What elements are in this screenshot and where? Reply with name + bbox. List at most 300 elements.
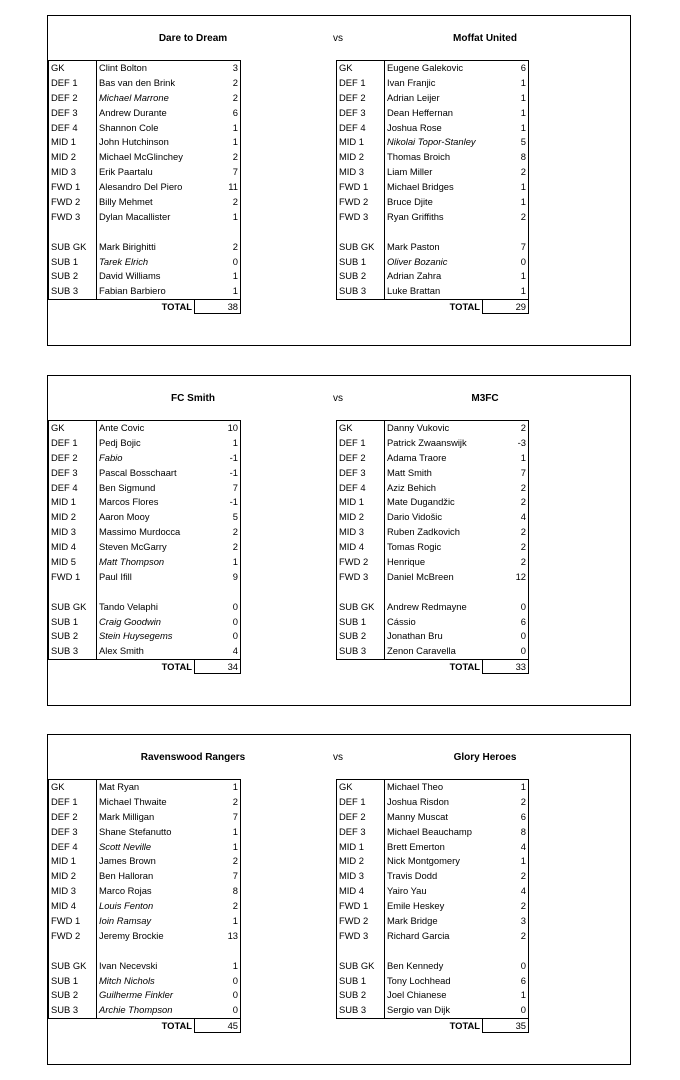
player-points: 0	[232, 989, 238, 1001]
player-position: DEF 1	[339, 76, 366, 88]
player-position: MID 2	[51, 151, 77, 163]
player-row	[49, 284, 240, 299]
total-label: TOTAL	[449, 661, 480, 673]
player-row	[337, 135, 528, 150]
player-name: Matt Thompson	[96, 555, 199, 570]
player-name: Craig Goodwin	[96, 615, 199, 630]
lineup-table	[48, 420, 241, 660]
player-position: MID 2	[339, 151, 365, 163]
player-points: 12	[515, 570, 526, 582]
player-points: 1	[232, 121, 238, 133]
player-position: GK	[339, 62, 353, 73]
player-name: Michael McGlinchey	[96, 150, 199, 165]
player-row	[337, 988, 528, 1003]
home-team-sheet	[48, 60, 241, 315]
player-row	[49, 106, 240, 121]
player-name: Joel Chianese	[384, 988, 487, 1003]
player-name: Michael Thwaite	[96, 795, 199, 810]
player-points: 9	[232, 570, 238, 582]
player-name: Emile Heskey	[384, 899, 487, 914]
player-points: 1	[232, 959, 238, 971]
player-position: FWD 1	[339, 900, 369, 912]
player-row	[337, 1003, 528, 1018]
total-value: 29	[482, 300, 529, 314]
player-position: FWD 3	[339, 929, 369, 941]
player-points: 0	[520, 600, 526, 612]
player-points: 0	[232, 1004, 238, 1016]
player-position: DEF 3	[339, 825, 366, 837]
player-points: 6	[520, 810, 526, 822]
player-name: Mitch Nichols	[96, 974, 199, 989]
player-position: MID 3	[51, 526, 77, 538]
player-row	[49, 165, 240, 180]
player-position: SUB GK	[51, 240, 87, 252]
player-name: Patrick Zwaanswijk	[384, 436, 487, 451]
player-row	[337, 210, 528, 225]
player-position: SUB 3	[51, 1004, 79, 1016]
player-row	[337, 795, 528, 810]
player-name: Aaron Mooy	[96, 510, 199, 525]
player-row	[49, 510, 240, 525]
player-name: Dario Vidošic	[384, 510, 487, 525]
player-row	[49, 914, 240, 929]
player-row	[337, 525, 528, 540]
player-name: Dean Heffernan	[384, 106, 487, 121]
player-points: 0	[520, 255, 526, 267]
lineup-table	[336, 60, 529, 300]
player-row	[49, 974, 240, 989]
total-value: 34	[194, 660, 241, 674]
player-position: DEF 1	[51, 436, 78, 448]
spacer-cell	[96, 585, 199, 600]
total-row	[336, 660, 529, 675]
player-points: 2	[232, 795, 238, 807]
player-points: 2	[520, 422, 526, 433]
player-points: 1	[232, 136, 238, 148]
player-row	[49, 466, 240, 481]
player-position: SUB 1	[339, 974, 367, 986]
player-position: FWD 2	[339, 556, 369, 568]
vs-label: vs	[333, 393, 343, 404]
player-points: 1	[232, 556, 238, 568]
home-team-name: FC Smith	[171, 393, 215, 404]
player-points: 1	[232, 915, 238, 927]
player-name: Henrique	[384, 555, 487, 570]
total-value: 45	[194, 1019, 241, 1033]
player-name: Louis Fenton	[96, 899, 199, 914]
player-row	[49, 76, 240, 91]
player-position: FWD 3	[339, 210, 369, 222]
player-name: Ruben Zadkovich	[384, 525, 487, 540]
player-points: 1	[232, 210, 238, 222]
player-points: 5	[520, 136, 526, 148]
player-points: 3	[520, 915, 526, 927]
player-position: MID 1	[339, 496, 365, 508]
player-name: Andrew Redmayne	[384, 600, 487, 615]
player-points: 1	[520, 121, 526, 133]
player-points: 2	[520, 929, 526, 941]
player-points: 5	[232, 511, 238, 523]
player-name: Jonathan Bru	[384, 629, 487, 644]
player-points: 11	[228, 181, 238, 193]
player-points: 3	[232, 62, 238, 73]
player-points: 2	[232, 900, 238, 912]
player-name: Danny Vukovic	[384, 421, 487, 436]
player-name: Liam Miller	[384, 165, 487, 180]
player-row	[337, 780, 528, 795]
player-points: 13	[227, 929, 238, 941]
player-name: Daniel McBreen	[384, 570, 487, 585]
player-row	[337, 959, 528, 974]
player-name: Nikolai Topor-Stanley	[384, 135, 487, 150]
player-position: DEF 2	[51, 810, 78, 822]
player-position: SUB GK	[339, 959, 375, 971]
player-position: DEF 1	[51, 76, 78, 88]
player-row	[49, 436, 240, 451]
player-points: 7	[520, 240, 526, 252]
away-team-name: Moffat United	[453, 33, 517, 44]
player-name: Mark Milligan	[96, 810, 199, 825]
player-points: 1	[520, 270, 526, 282]
player-row	[49, 195, 240, 210]
player-name: Mark Birighitti	[96, 240, 199, 255]
player-points: 0	[232, 974, 238, 986]
total-value: 33	[482, 660, 529, 674]
player-points: 2	[232, 541, 238, 553]
player-position: GK	[51, 62, 65, 73]
player-points: 0	[520, 630, 526, 642]
player-position: GK	[339, 781, 353, 792]
player-name: Pedj Bojic	[96, 436, 199, 451]
player-points: 0	[232, 630, 238, 642]
player-row	[337, 899, 528, 914]
bench-spacer	[337, 225, 528, 240]
player-position: DEF 4	[339, 121, 366, 133]
player-position: FWD 2	[339, 196, 369, 208]
player-points: -3	[517, 436, 526, 448]
player-position: DEF 4	[51, 840, 78, 852]
player-points: 6	[520, 62, 526, 73]
player-name: Michael Bridges	[384, 180, 487, 195]
player-name: Tarek Elrich	[96, 255, 199, 270]
player-row	[337, 121, 528, 136]
player-position: DEF 2	[51, 451, 78, 463]
player-row	[49, 525, 240, 540]
player-position: MID 4	[339, 541, 365, 553]
player-name: Massimo Murdocca	[96, 525, 199, 540]
player-row	[337, 825, 528, 840]
player-name: Pascal Bosschaart	[96, 466, 199, 481]
total-value: 38	[194, 300, 241, 314]
player-row	[337, 466, 528, 481]
away-team-sheet	[336, 60, 529, 315]
player-position: GK	[51, 781, 65, 792]
player-points: 6	[520, 974, 526, 986]
player-points: 2	[520, 481, 526, 493]
player-position: MID 1	[339, 840, 365, 852]
player-points: 2	[520, 541, 526, 553]
player-position: MID 3	[339, 166, 365, 178]
player-row	[337, 540, 528, 555]
player-row	[337, 421, 528, 436]
player-position: SUB GK	[51, 959, 87, 971]
player-row	[49, 929, 240, 944]
player-points: 7	[232, 870, 238, 882]
player-position: FWD 3	[339, 570, 369, 582]
player-row	[49, 180, 240, 195]
player-position: MID 1	[51, 496, 77, 508]
lineup-table	[336, 779, 529, 1019]
player-position: DEF 1	[51, 795, 78, 807]
player-name: Andrew Durante	[96, 106, 199, 121]
total-label: TOTAL	[449, 1020, 480, 1032]
vs-label: vs	[333, 752, 343, 763]
player-points: 1	[520, 781, 526, 792]
player-position: SUB 3	[51, 285, 79, 297]
player-points: 8	[520, 825, 526, 837]
bench-spacer	[49, 585, 240, 600]
home-team-sheet	[48, 779, 241, 1034]
player-position: MID 1	[51, 855, 77, 867]
player-name: Shane Stefanutto	[96, 825, 199, 840]
player-position: SUB GK	[339, 240, 375, 252]
lineup-table	[48, 779, 241, 1019]
player-row	[49, 150, 240, 165]
player-position: SUB 2	[339, 630, 367, 642]
player-name: Guilherme Finkler	[96, 988, 199, 1003]
player-row	[49, 255, 240, 270]
player-position: MID 3	[51, 885, 77, 897]
player-position: FWD 2	[51, 929, 81, 941]
player-name: Billy Mehmet	[96, 195, 199, 210]
player-position: FWD 1	[51, 915, 81, 927]
player-points: 6	[232, 106, 238, 118]
spacer-cell	[96, 225, 199, 240]
player-row	[49, 884, 240, 899]
player-position: MID 4	[51, 900, 77, 912]
player-points: 1	[232, 270, 238, 282]
player-position: SUB 3	[339, 1004, 367, 1016]
player-points: 4	[520, 885, 526, 897]
player-name: Ante Covic	[96, 421, 199, 436]
player-row	[337, 570, 528, 585]
player-points: 1	[520, 989, 526, 1001]
player-position: SUB 2	[339, 270, 367, 282]
player-row	[337, 436, 528, 451]
player-points: 0	[232, 600, 238, 612]
player-row	[49, 495, 240, 510]
player-position: FWD 2	[339, 915, 369, 927]
spacer-cell	[384, 225, 487, 240]
player-name: Ben Halloran	[96, 869, 199, 884]
player-position: DEF 4	[51, 481, 78, 493]
player-points: 2	[520, 166, 526, 178]
player-row	[49, 210, 240, 225]
player-name: James Brown	[96, 854, 199, 869]
player-row	[49, 615, 240, 630]
player-name: Michael Marrone	[96, 91, 199, 106]
total-value: 35	[482, 1019, 529, 1033]
player-row	[49, 540, 240, 555]
player-name: Paul Ifill	[96, 570, 199, 585]
total-label: TOTAL	[449, 301, 480, 313]
player-row	[337, 106, 528, 121]
player-row	[337, 914, 528, 929]
player-name: Tomas Rogic	[384, 540, 487, 555]
player-position: MID 4	[339, 885, 365, 897]
total-row	[48, 660, 241, 675]
player-name: Ryan Griffiths	[384, 210, 487, 225]
player-row	[337, 884, 528, 899]
player-name: Matt Smith	[384, 466, 487, 481]
player-name: Ben Kennedy	[384, 959, 487, 974]
player-name: Yairo Yau	[384, 884, 487, 899]
player-points: 2	[520, 496, 526, 508]
player-position: SUB 3	[51, 645, 79, 657]
player-position: SUB GK	[339, 600, 375, 612]
player-row	[49, 600, 240, 615]
player-row	[337, 929, 528, 944]
player-points: 0	[520, 645, 526, 657]
match-card	[47, 15, 631, 346]
player-row	[49, 795, 240, 810]
player-position: DEF 3	[51, 466, 78, 478]
player-name: Mark Paston	[384, 240, 487, 255]
player-name: Adrian Zahra	[384, 269, 487, 284]
vs-label: vs	[333, 33, 343, 44]
player-points: 1	[520, 106, 526, 118]
player-points: 4	[520, 511, 526, 523]
player-row	[49, 959, 240, 974]
player-position: GK	[339, 422, 353, 433]
player-name: Sergio van Dijk	[384, 1003, 487, 1018]
player-name: Alex Smith	[96, 644, 199, 659]
player-points: -1	[229, 466, 238, 478]
player-position: DEF 2	[51, 91, 78, 103]
away-team-sheet	[336, 420, 529, 675]
player-name: Joshua Rose	[384, 121, 487, 136]
player-position: DEF 3	[339, 106, 366, 118]
player-points: 7	[232, 166, 238, 178]
player-row	[337, 180, 528, 195]
player-row	[49, 121, 240, 136]
player-position: DEF 4	[51, 121, 78, 133]
player-row	[49, 421, 240, 436]
player-row	[337, 810, 528, 825]
spacer-cell	[96, 944, 199, 959]
player-position: SUB 3	[339, 285, 367, 297]
player-position: MID 1	[51, 136, 77, 148]
player-name: Mate Dugandžic	[384, 495, 487, 510]
player-name: Steven McGarry	[96, 540, 199, 555]
player-name: Ivan Necevski	[96, 959, 199, 974]
bench-spacer	[337, 585, 528, 600]
player-name: Tando Velaphi	[96, 600, 199, 615]
player-name: Bruce Djite	[384, 195, 487, 210]
player-points: 1	[232, 436, 238, 448]
player-position: SUB GK	[51, 600, 87, 612]
player-position: FWD 3	[51, 210, 81, 222]
player-name: Brett Emerton	[384, 840, 487, 855]
player-position: DEF 3	[51, 825, 78, 837]
spacer-cell	[384, 944, 487, 959]
home-team-name: Ravenswood Rangers	[140, 752, 246, 763]
player-position: DEF 1	[339, 795, 366, 807]
player-points: 10	[227, 422, 238, 433]
player-points: 0	[232, 615, 238, 627]
player-position: MID 3	[51, 166, 77, 178]
player-row	[337, 269, 528, 284]
player-row	[337, 854, 528, 869]
player-points: 2	[232, 240, 238, 252]
player-points: 2	[232, 76, 238, 88]
player-position: MID 2	[339, 511, 365, 523]
player-points: 1	[520, 196, 526, 208]
player-row	[337, 629, 528, 644]
player-position: MID 3	[339, 870, 365, 882]
player-points: 2	[232, 91, 238, 103]
player-points: 8	[232, 885, 238, 897]
player-name: Stein Huysegems	[96, 629, 199, 644]
player-name: Marco Rojas	[96, 884, 199, 899]
player-points: 1	[232, 825, 238, 837]
player-row	[337, 451, 528, 466]
player-points: 2	[232, 855, 238, 867]
player-row	[49, 61, 240, 76]
player-position: SUB 1	[339, 615, 367, 627]
player-name: Eugene Galekovic	[384, 61, 487, 76]
player-row	[337, 481, 528, 496]
away-team-sheet	[336, 779, 529, 1034]
player-name: Ioin Ramsay	[96, 914, 199, 929]
player-row	[49, 869, 240, 884]
player-points: 2	[520, 210, 526, 222]
player-row	[49, 481, 240, 496]
player-row	[49, 451, 240, 466]
player-position: SUB 2	[51, 630, 79, 642]
player-position: DEF 2	[339, 451, 366, 463]
player-points: 4	[520, 840, 526, 852]
player-row	[337, 165, 528, 180]
player-row	[337, 255, 528, 270]
bench-spacer	[49, 944, 240, 959]
player-position: MID 2	[51, 511, 77, 523]
player-points: 2	[232, 196, 238, 208]
player-points: 7	[232, 481, 238, 493]
player-name: Tony Lochhead	[384, 974, 487, 989]
player-name: Thomas Broich	[384, 150, 487, 165]
player-position: GK	[51, 422, 65, 433]
player-position: MID 5	[51, 556, 77, 568]
player-name: Ben Sigmund	[96, 481, 199, 496]
player-row	[337, 974, 528, 989]
player-position: FWD 1	[339, 181, 369, 193]
player-points: 7	[232, 810, 238, 822]
player-row	[49, 840, 240, 855]
player-points: 1	[520, 181, 526, 193]
player-position: MID 2	[51, 870, 77, 882]
player-name: Marcos Flores	[96, 495, 199, 510]
player-position: MID 3	[339, 526, 365, 538]
bench-spacer	[49, 225, 240, 240]
player-name: Michael Theo	[384, 780, 487, 795]
player-row	[337, 240, 528, 255]
player-name: David Williams	[96, 269, 199, 284]
player-points: 1	[232, 285, 238, 297]
player-points: 0	[520, 959, 526, 971]
player-row	[49, 899, 240, 914]
total-row	[48, 300, 241, 315]
